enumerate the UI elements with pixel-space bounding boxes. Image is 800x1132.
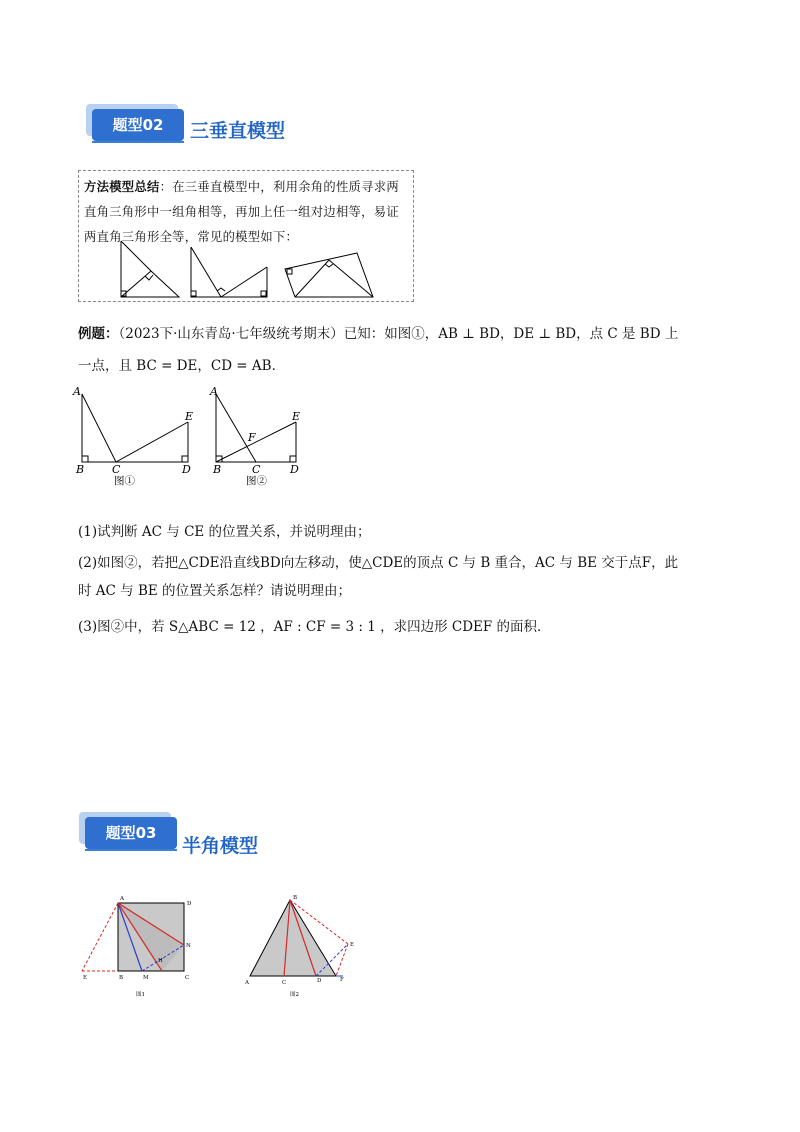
example-source: （2023下·山东青岛·七年级统考期末）已知：如图①， — [118, 326, 439, 342]
example-line-1 — [78, 324, 678, 344]
fig2-label-F: F — [248, 431, 256, 444]
question-1: (1)试判断 AC 与 CE 的位置关系，并说明理由； — [78, 524, 371, 540]
section-title-02: 三垂直模型 — [190, 120, 286, 142]
hf1-label-M: M — [143, 975, 149, 981]
method-summary-box — [78, 170, 414, 302]
hf2-label-A: A — [245, 980, 249, 986]
summary-label: 方法模型总结 — [84, 180, 160, 194]
hf1-label-A: A — [120, 896, 124, 902]
hf2-triangle — [250, 900, 336, 976]
fig2-label-E: E — [292, 410, 301, 423]
hf1-label-C: C — [185, 975, 190, 981]
fig1-caption: 图① — [114, 475, 135, 487]
section-underline-02 — [92, 141, 184, 143]
model3-shape — [285, 253, 373, 297]
model-diagrams — [79, 171, 415, 303]
halfangle-figure-2 — [240, 888, 370, 1000]
halfangle-figure-1 — [74, 888, 214, 1000]
fig1-label-A: A — [73, 385, 81, 398]
fig2-label-B: B — [213, 463, 222, 476]
fig2-label-D: D — [290, 463, 299, 476]
hf1-caption: 图1 — [136, 992, 145, 998]
question-2-line-2: 时 AC 与 BE 的位置关系怎样？请说明理由； — [78, 583, 352, 599]
fig2-BE — [216, 422, 296, 462]
fig1-AC — [82, 394, 116, 462]
section-badge-02: 题型02 — [92, 109, 184, 141]
fig2-label-A: A — [210, 385, 218, 398]
model1-shape — [121, 241, 179, 297]
example-line-2: 一点，且 BC = DE，CD = AB． — [78, 358, 286, 374]
question-2-line-1: (2)如图②，若把△CDE沿直线BD向左移动，使△CDE的顶点 C 与 B 重合，AC 与 BE 交于点F，此 — [78, 555, 679, 571]
hf1-label-D: D — [187, 901, 192, 907]
example-label: 例题： — [78, 326, 119, 342]
hf2-label-C: C — [282, 980, 287, 986]
hf1-label-E: E — [83, 975, 88, 981]
section-title-03: 半角模型 — [182, 835, 259, 857]
fig2-caption: 图② — [246, 475, 267, 487]
hf1-label-B: B — [119, 975, 124, 981]
fig1-label-D: D — [182, 463, 191, 476]
hf2-label-E: E — [350, 942, 355, 948]
fig2-label-C: C — [252, 463, 261, 476]
fig1-label-B: B — [76, 463, 85, 476]
hf2-caption: 图2 — [290, 992, 299, 998]
section-badge-03: 题型03 — [85, 817, 177, 849]
fig1-label-C: C — [112, 463, 121, 476]
hf1-label-H: H — [158, 958, 163, 964]
example-figures — [70, 382, 310, 492]
fig1-label-E: E — [185, 410, 194, 423]
hf2-label-F: F — [340, 977, 344, 983]
section-underline-03 — [85, 849, 177, 851]
example-line1-rest: AB ⊥ BD，DE ⊥ BD，点 C 是 BD 上 — [438, 326, 679, 342]
fig1-CE — [116, 422, 188, 462]
model2-shape — [191, 247, 267, 297]
hf2-label-B: B — [293, 895, 298, 901]
hf2-label-D: D — [317, 978, 322, 984]
summary-body: ：在三垂直模型中，利用余角的性质寻求两直角三角形中一组角相等，再加上任一组对边相等，易证两直角三角形全等，常见的模型如下： — [84, 180, 399, 244]
question-3: (3)图②中，若 S△ABC = 12 ，AF : CF = 3 : 1 ，求四边形 CDEF 的面积． — [78, 619, 551, 635]
hf1-label-N: N — [186, 943, 191, 949]
